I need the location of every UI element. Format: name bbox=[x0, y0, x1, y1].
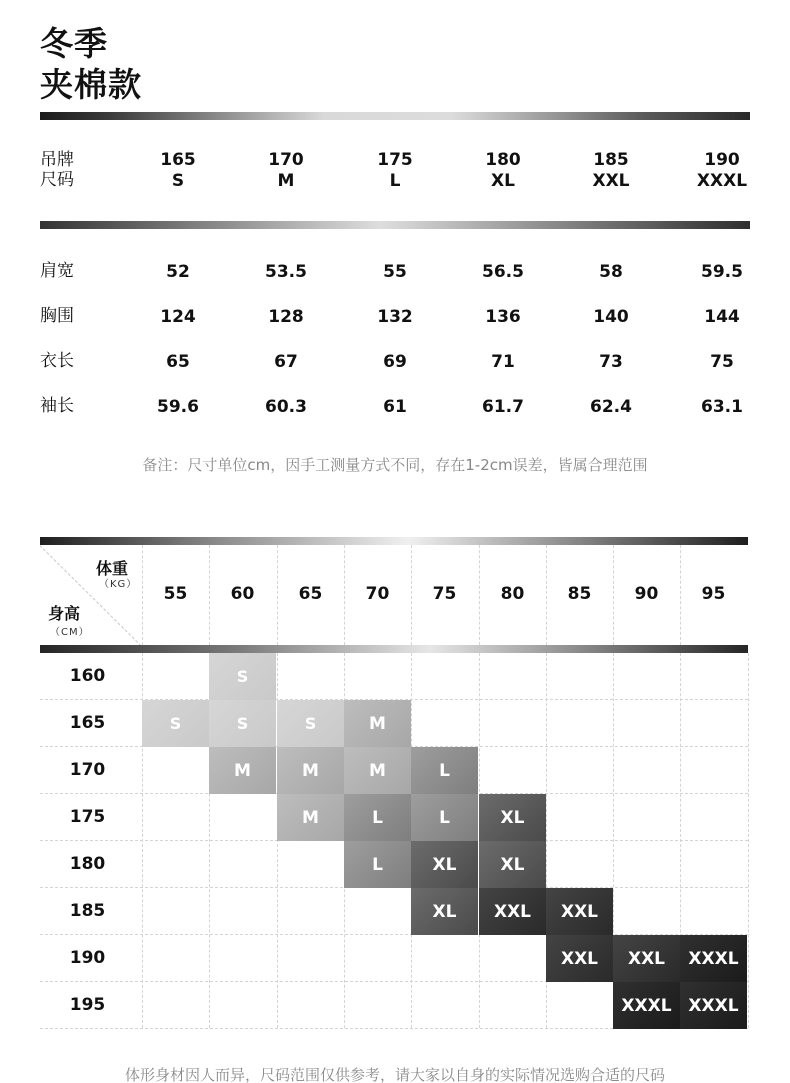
size-cell: S bbox=[277, 700, 344, 747]
size-cell: XL bbox=[479, 841, 546, 888]
height-row-label: 190 bbox=[69, 948, 106, 968]
measurement-value: 73 bbox=[599, 352, 623, 372]
measurement-label: 肩宽 bbox=[40, 261, 74, 281]
weight-header: 75 bbox=[432, 584, 457, 604]
weight-header: 65 bbox=[298, 584, 323, 604]
tag-number: 185 bbox=[593, 150, 629, 170]
height-row-label: 175 bbox=[69, 807, 106, 827]
tag-column bbox=[677, 150, 767, 192]
size-cell: S bbox=[142, 700, 209, 747]
divider-grid-header bbox=[40, 645, 748, 653]
tag-size: XXXL bbox=[696, 171, 748, 191]
size-cell: XL bbox=[411, 888, 478, 935]
measurement-value: 62.4 bbox=[590, 397, 632, 417]
size-cell: M bbox=[344, 747, 411, 794]
size-cell: XXL bbox=[479, 888, 546, 935]
tag-column bbox=[133, 150, 223, 192]
measurement-value: 140 bbox=[593, 307, 629, 327]
size-cell: XXL bbox=[613, 935, 680, 982]
measurement-value: 75 bbox=[710, 352, 734, 372]
tag-column bbox=[241, 150, 331, 192]
measurement-value: 61.7 bbox=[482, 397, 524, 417]
size-cell: L bbox=[344, 794, 411, 841]
tag-size: XXL bbox=[592, 171, 630, 191]
size-cell: XXXL bbox=[680, 982, 747, 1029]
measurement-value: 59.5 bbox=[701, 262, 743, 282]
tag-size: M bbox=[277, 171, 295, 191]
tag-number: 175 bbox=[377, 150, 413, 170]
size-cell: XL bbox=[479, 794, 546, 841]
size-cell: S bbox=[209, 653, 276, 700]
weight-axis-label: 体重 bbox=[96, 559, 129, 578]
size-cell: XXXL bbox=[680, 935, 747, 982]
tag-label-line2: 尺码 bbox=[40, 170, 74, 190]
size-cell: XXL bbox=[546, 888, 613, 935]
measurement-label: 衣长 bbox=[40, 351, 74, 371]
height-row-label: 195 bbox=[69, 995, 106, 1015]
measurement-value: 71 bbox=[491, 352, 515, 372]
page-title-line2: 夹棉款 bbox=[40, 65, 142, 104]
tag-number: 190 bbox=[704, 150, 740, 170]
measurement-value: 132 bbox=[377, 307, 413, 327]
height-row-label: 180 bbox=[69, 854, 106, 874]
grid-vline bbox=[748, 653, 749, 1028]
tag-column bbox=[566, 150, 656, 192]
tag-number: 180 bbox=[485, 150, 521, 170]
measurement-value: 56.5 bbox=[482, 262, 524, 282]
measurement-value: 58 bbox=[599, 262, 623, 282]
divider-grid-top bbox=[40, 537, 748, 545]
weight-header: 95 bbox=[701, 584, 726, 604]
size-cell: M bbox=[277, 794, 344, 841]
measurement-value: 59.6 bbox=[157, 397, 199, 417]
height-unit-label: （CM） bbox=[50, 627, 90, 638]
weight-header: 90 bbox=[634, 584, 659, 604]
tag-column bbox=[458, 150, 548, 192]
measurement-note: 备注：尺寸单位cm，因手工测量方式不同，存在1-2cm误差，皆属合理范围 bbox=[142, 456, 648, 474]
divider-top bbox=[40, 112, 750, 120]
tag-size: L bbox=[389, 171, 401, 191]
weight-header: 85 bbox=[567, 584, 592, 604]
tag-number: 170 bbox=[268, 150, 304, 170]
size-cell: M bbox=[209, 747, 276, 794]
tag-number: 165 bbox=[160, 150, 196, 170]
size-cell: L bbox=[411, 794, 478, 841]
weight-header: 70 bbox=[365, 584, 390, 604]
size-cell: XXL bbox=[546, 935, 613, 982]
measurement-value: 52 bbox=[166, 262, 190, 282]
height-row-label: 165 bbox=[69, 713, 106, 733]
measurement-value: 60.3 bbox=[265, 397, 307, 417]
size-cell: M bbox=[344, 700, 411, 747]
measurement-value: 136 bbox=[485, 307, 521, 327]
page-title-line1: 冬季 bbox=[40, 24, 108, 63]
tag-label-line1: 吊牌 bbox=[40, 150, 74, 170]
size-cell: L bbox=[411, 747, 478, 794]
size-cell: XL bbox=[411, 841, 478, 888]
measurement-value: 65 bbox=[166, 352, 190, 372]
measurement-value: 69 bbox=[383, 352, 407, 372]
height-axis-label: 身高 bbox=[48, 604, 81, 623]
measurement-value: 53.5 bbox=[265, 262, 307, 282]
height-row-label: 185 bbox=[69, 901, 106, 921]
measurement-value: 55 bbox=[383, 262, 407, 282]
measurement-label: 袖长 bbox=[40, 396, 74, 416]
weight-unit-label: （KG） bbox=[99, 579, 138, 590]
tag-size: XL bbox=[491, 171, 515, 191]
divider-tags bbox=[40, 221, 750, 229]
tag-column bbox=[350, 150, 440, 192]
height-row-label: 160 bbox=[69, 666, 106, 686]
measurement-value: 63.1 bbox=[701, 397, 743, 417]
footer-note: 体形身材因人而异，尺码范围仅供参考，请大家以自身的实际情况选购合适的尺码 bbox=[124, 1066, 665, 1083]
measurement-value: 128 bbox=[268, 307, 304, 327]
weight-header: 80 bbox=[500, 584, 525, 604]
size-cell: S bbox=[209, 700, 276, 747]
tag-size: S bbox=[171, 171, 185, 191]
size-cell: M bbox=[277, 747, 344, 794]
measurement-value: 144 bbox=[704, 307, 740, 327]
weight-header: 55 bbox=[163, 584, 188, 604]
measurement-label: 胸围 bbox=[40, 306, 74, 326]
weight-header: 60 bbox=[230, 584, 255, 604]
height-row-label: 170 bbox=[69, 760, 106, 780]
measurement-value: 124 bbox=[160, 307, 196, 327]
size-cell: L bbox=[344, 841, 411, 888]
size-cell: XXXL bbox=[613, 982, 680, 1029]
measurement-value: 67 bbox=[274, 352, 298, 372]
measurement-value: 61 bbox=[383, 397, 407, 417]
